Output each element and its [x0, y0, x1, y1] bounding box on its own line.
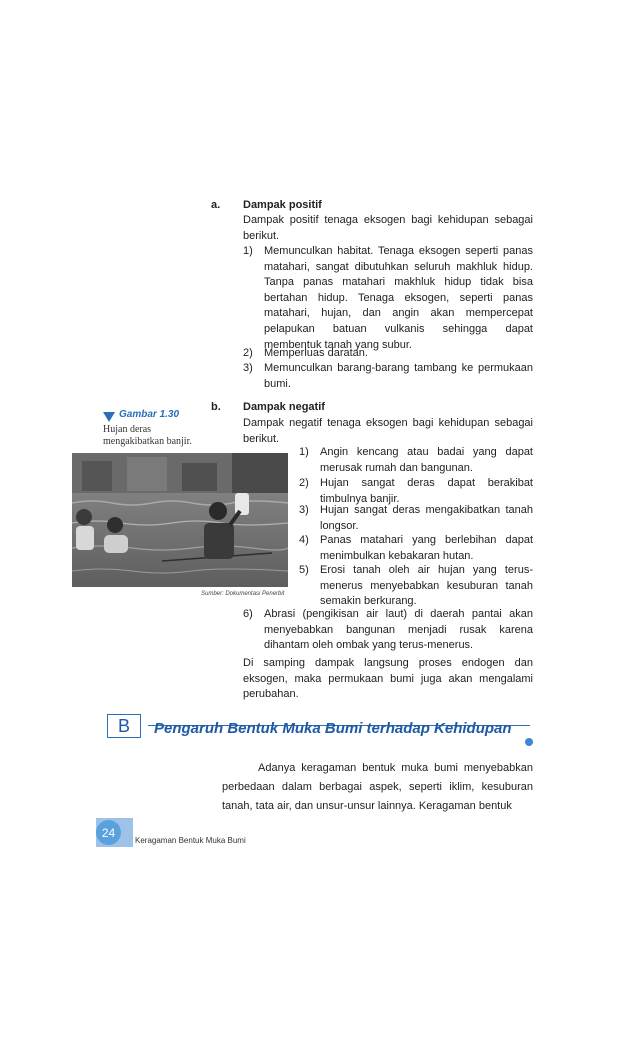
- list-item: Memunculkan habitat. Tenaga eksogen seperti panas matahari, sangat dibutuhkan seluruh makhluk hidup. Tanpa panas matahari makhluk hidup tidak bisa bertahan hidup. Tenaga eksogen, seperti panas matahari, hujan, dan angin akan mempercepat pelapukan batuan vulkanis sehingga dapat membentuk tanah yang subur.: [264, 245, 533, 351]
- list-item: Hujan sangat deras dapat berakibat timbulnya banjir.: [320, 477, 533, 505]
- list-item-number: 1): [243, 245, 253, 257]
- section-body: Adanya keragaman bentuk muka bumi menyebabkan perbedaan dalam berbagai aspek, seperti iklim, kesuburan tanah, tata air, dan unsur-unsur lainnya. Keragaman bentuk: [222, 762, 533, 812]
- section-b-title: Dampak negatif: [243, 401, 325, 413]
- list-item: Hujan sangat deras mengakibatkan tanah longsor.: [320, 504, 533, 532]
- list-item-number: 6): [243, 608, 253, 620]
- triangle-marker-icon: [103, 409, 115, 419]
- figure-label: Gambar 1.30: [119, 409, 180, 420]
- section-letter-box: [107, 714, 141, 738]
- section-a-title: Dampak positif: [243, 199, 322, 211]
- section-letter: B: [117, 715, 130, 736]
- list-item: Abrasi (pengikisan air laut) di daerah pantai akan menyebabkan bangunan menjadi rusak karena dihantam oleh ombak yang terus-menerus.: [264, 608, 533, 652]
- flood-photo: [72, 453, 288, 587]
- list-item: Erosi tanah oleh air hujan yang terus-menerus menyebabkan kesuburan tanah semakin berkurang.: [320, 564, 533, 608]
- list-item-number: 2): [243, 347, 253, 359]
- chapter-title: Keragaman Bentuk Muka Bumi: [135, 836, 246, 845]
- figure-source: Sumber: Dokumentasi Penerbit: [201, 591, 285, 597]
- page-number: 24: [101, 825, 116, 840]
- section-b-closing: Di samping dampak langsung proses endogen dan eksogen, maka permukaan bumi juga akan mengalami perubahan.: [243, 657, 533, 701]
- figure-caption: Hujan deras mengakibatkan banjir.: [103, 424, 192, 447]
- section-a-intro: Dampak positif tenaga eksogen bagi kehidupan sebagai berikut.: [243, 214, 533, 242]
- list-item-number: 5): [299, 564, 309, 576]
- list-item-number: 4): [299, 534, 309, 546]
- list-item-number: 2): [299, 477, 309, 489]
- page-number-badge: [96, 820, 121, 845]
- section-b-marker: b.: [211, 401, 221, 413]
- list-item-number: 1): [299, 446, 309, 458]
- list-item: Panas matahari yang berlebihan dapat menimbulkan kebakaran hutan.: [320, 534, 533, 562]
- list-item: Memunculkan barang-barang tambang ke permukaan bumi.: [264, 362, 533, 390]
- section-title: Pengaruh Bentuk Muka Bumi terhadap Kehidupan: [154, 720, 512, 737]
- list-item: Angin kencang atau badai yang dapat merusak rumah dan bangunan.: [320, 446, 533, 474]
- section-a-marker: a.: [211, 199, 221, 211]
- section-b-intro: Dampak negatif tenaga eksogen bagi kehidupan sebagai berikut.: [243, 417, 533, 445]
- list-item-number: 3): [243, 362, 253, 374]
- heading-dot: [525, 738, 533, 746]
- list-item-number: 3): [299, 504, 309, 516]
- list-item: Memperluas daratan.: [264, 347, 368, 359]
